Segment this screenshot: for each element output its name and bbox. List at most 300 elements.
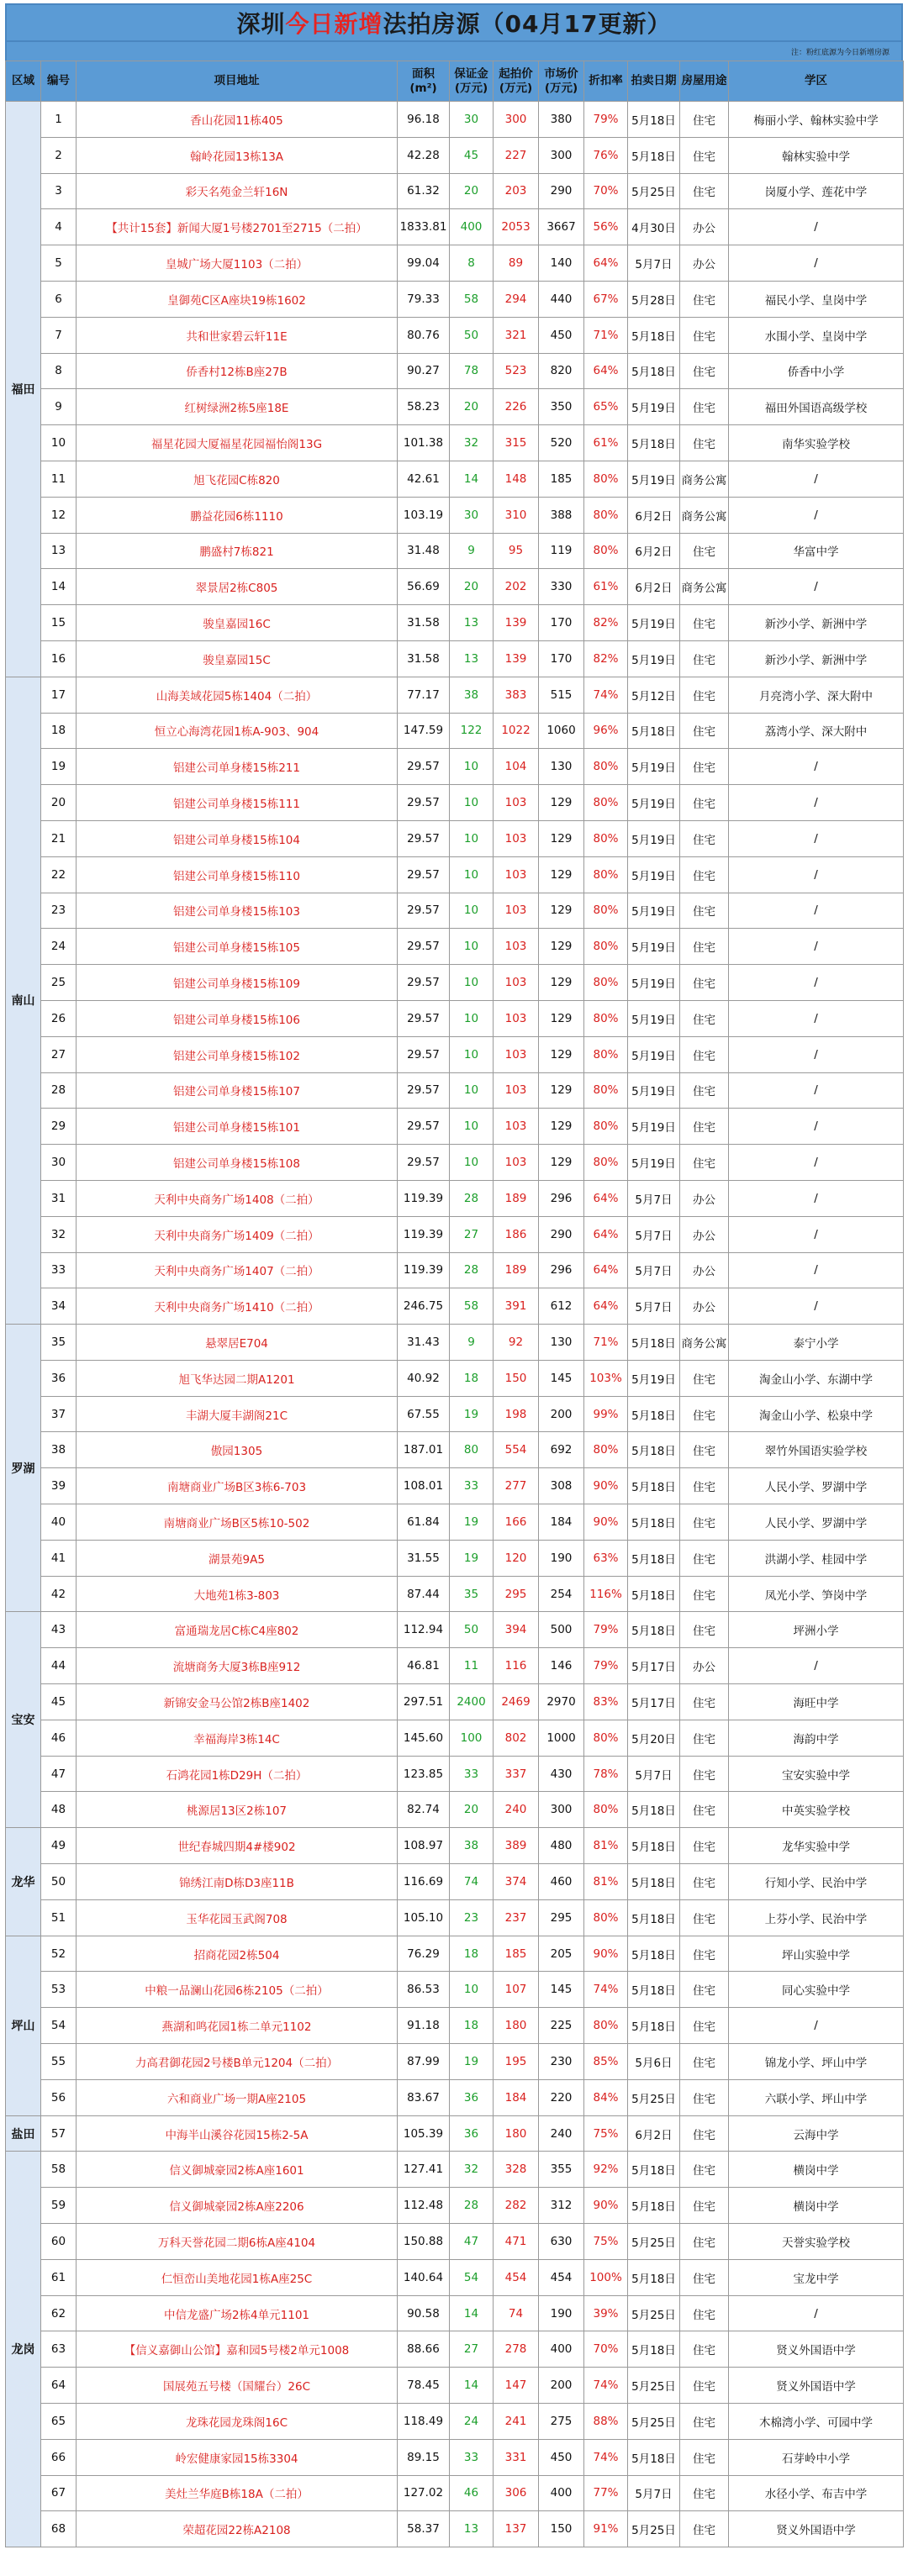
deposit-value: 38 xyxy=(450,677,494,713)
auction-date: 5月18日 xyxy=(628,1540,680,1576)
property-usage: 住宅 xyxy=(680,965,729,1001)
table-row[interactable] xyxy=(6,2475,904,2511)
table-row[interactable] xyxy=(6,713,904,749)
market-price-value: 220 xyxy=(539,2079,584,2115)
row-number: 14 xyxy=(41,569,77,605)
property-address[interactable]: 中信龙盛广场2栋4单元1101 xyxy=(77,2295,398,2331)
area-value: 29.57 xyxy=(398,1145,450,1181)
property-address[interactable]: 信义御城豪园2栋A座2206 xyxy=(77,2188,398,2224)
table-row[interactable] xyxy=(6,1109,904,1145)
property-address[interactable]: 天利中央商务广场1409（二拍） xyxy=(77,1216,398,1252)
deposit-value: 100 xyxy=(450,1720,494,1756)
area-value: 91.18 xyxy=(398,2008,450,2044)
property-address[interactable]: 信义御城豪园2栋A座1601 xyxy=(77,2152,398,2188)
table-row[interactable] xyxy=(6,1756,904,1792)
property-usage: 住宅 xyxy=(680,2008,729,2044)
property-address[interactable]: 中粮一品澜山花园6栋2105（二拍） xyxy=(77,1972,398,2008)
property-address[interactable]: 福星花园大厦福星花园福怡阁13G xyxy=(77,425,398,461)
table-row[interactable] xyxy=(6,2331,904,2368)
row-number: 48 xyxy=(41,1792,77,1828)
table-row[interactable] xyxy=(6,1180,904,1216)
market-price-value: 296 xyxy=(539,1252,584,1288)
property-address[interactable]: 铝建公司单身楼15栋102 xyxy=(77,1036,398,1072)
property-address[interactable]: 天利中央商务广场1407（二拍） xyxy=(77,1252,398,1288)
discount-rate: 90% xyxy=(584,1504,628,1541)
property-address[interactable]: 铝建公司单身楼15栋107 xyxy=(77,1072,398,1109)
table-row[interactable] xyxy=(6,173,904,209)
property-address[interactable]: 桃源居13区2栋107 xyxy=(77,1792,398,1828)
school-district: 梅丽小学、翰林实验中学 xyxy=(729,102,904,138)
school-district: / xyxy=(729,1216,904,1252)
property-address[interactable]: 【信义嘉御山公馆】嘉和园5号楼2单元1008 xyxy=(77,2331,398,2368)
table-row[interactable] xyxy=(6,1504,904,1541)
property-address[interactable]: 荣超花园22栋A2108 xyxy=(77,2511,398,2547)
property-address[interactable]: 【共计15套】新闻大厦1号楼2701至2715（二拍） xyxy=(77,209,398,245)
property-address[interactable]: 侨香村12栋B座27B xyxy=(77,353,398,389)
table-row[interactable] xyxy=(6,1145,904,1181)
discount-rate: 99% xyxy=(584,1396,628,1432)
area-value: 87.44 xyxy=(398,1576,450,1612)
table-row[interactable] xyxy=(6,1792,904,1828)
auction-date: 5月7日 xyxy=(628,1288,680,1325)
auction-date: 5月18日 xyxy=(628,2259,680,2295)
property-usage: 商务公寓 xyxy=(680,1325,729,1361)
auction-date: 5月19日 xyxy=(628,1145,680,1181)
discount-rate: 80% xyxy=(584,1432,628,1468)
start-price-value: 315 xyxy=(494,425,539,461)
property-address[interactable]: 铝建公司单身楼15栋211 xyxy=(77,749,398,785)
property-address[interactable]: 翰岭花园13栋13A xyxy=(77,137,398,173)
school-district: / xyxy=(729,1109,904,1145)
market-price-value: 130 xyxy=(539,1325,584,1361)
discount-rate: 116% xyxy=(584,1576,628,1612)
area-value: 31.55 xyxy=(398,1540,450,1576)
property-address[interactable]: 力高君御花园2号楼B单元1204（二拍） xyxy=(77,2044,398,2080)
start-price-value: 95 xyxy=(494,533,539,569)
table-row[interactable] xyxy=(6,209,904,245)
market-price-value: 200 xyxy=(539,2368,584,2404)
table-row[interactable] xyxy=(6,137,904,173)
table-row[interactable] xyxy=(6,2008,904,2044)
property-address[interactable]: 招商花园2栋504 xyxy=(77,1936,398,1972)
auction-date: 5月18日 xyxy=(628,713,680,749)
discount-rate: 82% xyxy=(584,605,628,641)
property-address[interactable]: 铝建公司单身楼15栋103 xyxy=(77,893,398,929)
discount-rate: 74% xyxy=(584,2368,628,2404)
school-district: 南华实验学校 xyxy=(729,425,904,461)
deposit-value: 10 xyxy=(450,1036,494,1072)
row-number: 50 xyxy=(41,1864,77,1900)
property-address[interactable]: 国展苑五号楼（国耀台）26C xyxy=(77,2368,398,2404)
property-address[interactable]: 旭飞华达园二期A1201 xyxy=(77,1360,398,1396)
property-usage: 住宅 xyxy=(680,1972,729,2008)
market-price-value: 230 xyxy=(539,2044,584,2080)
header-label: 房屋用途 xyxy=(681,74,727,88)
property-address[interactable]: 美灶兰华庭B栋18A（二拍） xyxy=(77,2475,398,2511)
table-row[interactable] xyxy=(6,1936,904,1972)
property-usage: 住宅 xyxy=(680,1540,729,1576)
table-row[interactable] xyxy=(6,245,904,282)
deposit-value: 18 xyxy=(450,1936,494,1972)
start-price-value: 180 xyxy=(494,2115,539,2152)
property-address[interactable]: 悬翠居E704 xyxy=(77,1325,398,1361)
property-address[interactable]: 铝建公司单身楼15栋110 xyxy=(77,856,398,893)
area-value: 90.58 xyxy=(398,2295,450,2331)
property-usage: 办公 xyxy=(680,1216,729,1252)
school-district: / xyxy=(729,1180,904,1216)
start-price-value: 147 xyxy=(494,2368,539,2404)
deposit-value: 47 xyxy=(450,2224,494,2260)
school-district: / xyxy=(729,749,904,785)
area-value: 297.51 xyxy=(398,1684,450,1720)
area-value: 31.43 xyxy=(398,1325,450,1361)
property-address[interactable]: 铝建公司单身楼15栋108 xyxy=(77,1145,398,1181)
property-address[interactable]: 骏皇嘉园15C xyxy=(77,640,398,677)
property-address[interactable]: 天利中央商务广场1410（二拍） xyxy=(77,1288,398,1325)
property-address[interactable]: 富通瑞龙居C栋C4座802 xyxy=(77,1612,398,1648)
auction-date: 5月19日 xyxy=(628,640,680,677)
table-row[interactable] xyxy=(6,1972,904,2008)
property-address[interactable]: 大地苑1栋3-803 xyxy=(77,1576,398,1612)
start-price-value: 195 xyxy=(494,2044,539,2080)
area-value: 119.39 xyxy=(398,1252,450,1288)
market-price-value: 129 xyxy=(539,1072,584,1109)
discount-rate: 67% xyxy=(584,281,628,317)
market-price-value: 515 xyxy=(539,677,584,713)
table-row[interactable] xyxy=(6,1036,904,1072)
start-price-value: 139 xyxy=(494,605,539,641)
property-address[interactable]: 仁恒峦山美地花园1栋A座25C xyxy=(77,2259,398,2295)
deposit-value: 46 xyxy=(450,2475,494,2511)
row-number: 43 xyxy=(41,1612,77,1648)
auction-date: 5月7日 xyxy=(628,245,680,282)
school-district: / xyxy=(729,1036,904,1072)
table-row[interactable] xyxy=(6,1720,904,1756)
row-number: 64 xyxy=(41,2368,77,2404)
table-row[interactable] xyxy=(6,2295,904,2331)
property-address[interactable]: 万科天誉花园二期6栋A座4104 xyxy=(77,2224,398,2260)
area-value: 29.57 xyxy=(398,929,450,965)
school-district: 石芽岭中小学 xyxy=(729,2439,904,2475)
row-number: 34 xyxy=(41,1288,77,1325)
school-district: 贤义外国语中学 xyxy=(729,2368,904,2404)
col-header-region xyxy=(6,61,41,102)
school-district: 同心实验中学 xyxy=(729,1972,904,2008)
discount-rate: 103% xyxy=(584,1360,628,1396)
region-cell: 龙华 xyxy=(6,1828,41,1936)
property-address[interactable]: 鹏盛村7栋821 xyxy=(77,533,398,569)
table-row[interactable] xyxy=(6,2511,904,2547)
deposit-value: 28 xyxy=(450,1180,494,1216)
col-header-usage xyxy=(680,61,729,102)
property-address[interactable]: 燕湖和鸣花园1栋二单元1102 xyxy=(77,2008,398,2044)
property-usage: 住宅 xyxy=(680,102,729,138)
row-number: 62 xyxy=(41,2295,77,2331)
discount-rate: 61% xyxy=(584,569,628,605)
market-price-value: 129 xyxy=(539,965,584,1001)
property-address[interactable]: 锦绣江南D栋D3座11B xyxy=(77,1864,398,1900)
property-address[interactable]: 中海半山溪谷花园15栋2-5A xyxy=(77,2115,398,2152)
header-label: 学区 xyxy=(805,74,827,88)
start-price-value: 92 xyxy=(494,1325,539,1361)
table-row[interactable] xyxy=(6,929,904,965)
row-number: 7 xyxy=(41,317,77,353)
property-usage: 办公 xyxy=(680,1648,729,1684)
property-address[interactable]: 皇城广场大厦1103（二拍） xyxy=(77,245,398,282)
header-label: (万元) xyxy=(499,81,533,95)
area-value: 82.74 xyxy=(398,1792,450,1828)
property-usage: 住宅 xyxy=(680,353,729,389)
note-bar xyxy=(5,42,903,61)
property-address[interactable]: 红树绿洲2栋5座18E xyxy=(77,389,398,425)
deposit-value: 400 xyxy=(450,209,494,245)
area-value: 108.01 xyxy=(398,1468,450,1504)
table-row[interactable] xyxy=(6,2188,904,2224)
auction-date: 6月2日 xyxy=(628,2115,680,2152)
school-district: / xyxy=(729,1252,904,1288)
discount-rate: 71% xyxy=(584,317,628,353)
school-district: / xyxy=(729,820,904,856)
col-header-discount xyxy=(584,61,628,102)
property-address[interactable]: 铝建公司单身楼15栋101 xyxy=(77,1109,398,1145)
market-price-value: 290 xyxy=(539,173,584,209)
school-district: 云海中学 xyxy=(729,2115,904,2152)
deposit-value: 20 xyxy=(450,1792,494,1828)
table-row[interactable] xyxy=(6,533,904,569)
table-row[interactable] xyxy=(6,1864,904,1900)
discount-rate: 79% xyxy=(584,1648,628,1684)
area-value: 29.57 xyxy=(398,856,450,893)
deposit-value: 38 xyxy=(450,1828,494,1864)
market-price-value: 295 xyxy=(539,1899,584,1936)
market-price-value: 460 xyxy=(539,1864,584,1900)
property-address[interactable]: 南塘商业广场B区3栋6-703 xyxy=(77,1468,398,1504)
property-address[interactable]: 南塘商业广场B区5栋10-502 xyxy=(77,1504,398,1541)
discount-rate: 80% xyxy=(584,1000,628,1036)
property-usage: 住宅 xyxy=(680,2475,729,2511)
table-row[interactable] xyxy=(6,389,904,425)
school-district: / xyxy=(729,856,904,893)
property-address[interactable]: 彩天名苑金兰轩16N xyxy=(77,173,398,209)
table-row[interactable] xyxy=(6,1612,904,1648)
discount-rate: 80% xyxy=(584,893,628,929)
table-row[interactable] xyxy=(6,1684,904,1720)
start-price-value: 103 xyxy=(494,1072,539,1109)
auction-date: 5月18日 xyxy=(628,425,680,461)
auction-date: 5月7日 xyxy=(628,1252,680,1288)
auction-date: 5月19日 xyxy=(628,965,680,1001)
table-row[interactable] xyxy=(6,1648,904,1684)
property-address[interactable]: 湖景苑9A5 xyxy=(77,1540,398,1576)
header-label: (m²) xyxy=(409,81,437,95)
discount-rate: 85% xyxy=(584,2044,628,2080)
property-address[interactable]: 皇御苑C区A座块19栋1602 xyxy=(77,281,398,317)
property-address[interactable]: 共和世家碧云轩11E xyxy=(77,317,398,353)
table-row[interactable] xyxy=(6,1468,904,1504)
row-number: 40 xyxy=(41,1504,77,1541)
table-row[interactable] xyxy=(6,785,904,821)
discount-rate: 80% xyxy=(584,785,628,821)
area-value: 29.57 xyxy=(398,1036,450,1072)
auction-date: 5月25日 xyxy=(628,2224,680,2260)
property-address[interactable]: 旭飞花园C栋820 xyxy=(77,461,398,497)
discount-rate: 80% xyxy=(584,533,628,569)
start-price-value: 148 xyxy=(494,461,539,497)
auction-date: 5月19日 xyxy=(628,1109,680,1145)
discount-rate: 100% xyxy=(584,2259,628,2295)
start-price-value: 2053 xyxy=(494,209,539,245)
property-address[interactable]: 丰湖大厦丰湖阁21C xyxy=(77,1396,398,1432)
row-number: 57 xyxy=(41,2115,77,2152)
school-district: 淘金山小学、松泉中学 xyxy=(729,1396,904,1432)
property-address[interactable]: 铝建公司单身楼15栋111 xyxy=(77,785,398,821)
header-label: 项目地址 xyxy=(214,74,260,88)
table-row[interactable] xyxy=(6,1899,904,1936)
auction-date: 5月12日 xyxy=(628,677,680,713)
market-price-value: 240 xyxy=(539,2115,584,2152)
header-label: 区域 xyxy=(12,74,34,88)
table-row[interactable] xyxy=(6,1432,904,1468)
table-row[interactable] xyxy=(6,820,904,856)
row-number: 1 xyxy=(41,102,77,138)
property-address[interactable]: 流塘商务大厦3栋B座912 xyxy=(77,1648,398,1684)
property-address[interactable]: 天利中央商务广场1408（二拍） xyxy=(77,1180,398,1216)
table-row[interactable] xyxy=(6,2259,904,2295)
table-row[interactable] xyxy=(6,677,904,713)
property-usage: 办公 xyxy=(680,1180,729,1216)
property-address[interactable]: 新锦安金马公馆2栋B座1402 xyxy=(77,1684,398,1720)
property-address[interactable]: 鹏益花园6栋1110 xyxy=(77,497,398,533)
property-usage: 住宅 xyxy=(680,785,729,821)
market-price-value: 130 xyxy=(539,749,584,785)
table-row[interactable] xyxy=(6,1360,904,1396)
table-row[interactable] xyxy=(6,856,904,893)
table-row[interactable] xyxy=(6,1216,904,1252)
table-row[interactable] xyxy=(6,461,904,497)
deposit-value: 27 xyxy=(450,1216,494,1252)
table-row[interactable] xyxy=(6,353,904,389)
table-row[interactable] xyxy=(6,497,904,533)
property-address[interactable]: 世纪春城四期4#楼902 xyxy=(77,1828,398,1864)
table-row[interactable] xyxy=(6,965,904,1001)
school-district: / xyxy=(729,2295,904,2331)
table-row[interactable] xyxy=(6,605,904,641)
market-price-value: 185 xyxy=(539,461,584,497)
row-number: 3 xyxy=(41,173,77,209)
deposit-value: 58 xyxy=(450,281,494,317)
table-row[interactable] xyxy=(6,2044,904,2080)
table-row[interactable] xyxy=(6,2404,904,2440)
discount-rate: 70% xyxy=(584,2331,628,2368)
start-price-value: 186 xyxy=(494,1216,539,1252)
auction-date: 5月18日 xyxy=(628,1576,680,1612)
table-row[interactable] xyxy=(6,569,904,605)
auction-date: 5月19日 xyxy=(628,1072,680,1109)
table-row[interactable] xyxy=(6,317,904,353)
table-row[interactable] xyxy=(6,1252,904,1288)
table-row[interactable] xyxy=(6,1540,904,1576)
property-usage: 商务公寓 xyxy=(680,569,729,605)
table-row[interactable] xyxy=(6,1576,904,1612)
deposit-value: 27 xyxy=(450,2331,494,2368)
market-price-value: 290 xyxy=(539,1216,584,1252)
start-price-value: 282 xyxy=(494,2188,539,2224)
property-address[interactable]: 铝建公司单身楼15栋105 xyxy=(77,929,398,965)
property-address[interactable]: 石鸿花园1栋D29H（二拍） xyxy=(77,1756,398,1792)
auction-date: 5月19日 xyxy=(628,1000,680,1036)
table-row[interactable] xyxy=(6,425,904,461)
table-row[interactable] xyxy=(6,2115,904,2152)
start-price-value: 184 xyxy=(494,2079,539,2115)
table-row[interactable] xyxy=(6,2224,904,2260)
table-row[interactable] xyxy=(6,640,904,677)
property-address[interactable]: 玉华花园玉武阁708 xyxy=(77,1899,398,1936)
deposit-value: 10 xyxy=(450,1972,494,2008)
table-row[interactable] xyxy=(6,2079,904,2115)
property-address[interactable]: 六和商业广场一期A座2105 xyxy=(77,2079,398,2115)
auction-date: 4月30日 xyxy=(628,209,680,245)
table-row[interactable] xyxy=(6,2368,904,2404)
start-price-value: 278 xyxy=(494,2331,539,2368)
discount-rate: 39% xyxy=(584,2295,628,2331)
table-row[interactable] xyxy=(6,2439,904,2475)
table-row[interactable] xyxy=(6,1396,904,1432)
school-district: 水径小学、布吉中学 xyxy=(729,2475,904,2511)
property-address[interactable]: 翠景居2栋C805 xyxy=(77,569,398,605)
property-address[interactable]: 铝建公司单身楼15栋109 xyxy=(77,965,398,1001)
start-price-value: 120 xyxy=(494,1540,539,1576)
property-address[interactable]: 龙珠花园龙珠阁16C xyxy=(77,2404,398,2440)
deposit-value: 35 xyxy=(450,1576,494,1612)
start-price-value: 103 xyxy=(494,893,539,929)
property-address[interactable]: 山海美域花园5栋1404（二拍） xyxy=(77,677,398,713)
table-row[interactable] xyxy=(6,1000,904,1036)
table-row[interactable] xyxy=(6,1828,904,1864)
start-price-value: 2469 xyxy=(494,1684,539,1720)
table-row[interactable] xyxy=(6,893,904,929)
row-number: 47 xyxy=(41,1756,77,1792)
start-price-value: 74 xyxy=(494,2295,539,2331)
property-address[interactable]: 幸福海岸3栋14C xyxy=(77,1720,398,1756)
property-address[interactable]: 香山花园11栋405 xyxy=(77,102,398,138)
table-row[interactable] xyxy=(6,2152,904,2188)
property-address[interactable]: 岭宏健康家园15栋3304 xyxy=(77,2439,398,2475)
property-address[interactable]: 铝建公司单身楼15栋106 xyxy=(77,1000,398,1036)
property-address[interactable]: 恒立心海湾花园1栋A-903、904 xyxy=(77,713,398,749)
property-address[interactable]: 铝建公司单身楼15栋104 xyxy=(77,820,398,856)
table-row[interactable] xyxy=(6,749,904,785)
property-address[interactable]: 傲园1305 xyxy=(77,1432,398,1468)
table-row[interactable] xyxy=(6,281,904,317)
table-row[interactable] xyxy=(6,1072,904,1109)
start-price-value: 107 xyxy=(494,1972,539,2008)
deposit-value: 10 xyxy=(450,1072,494,1109)
row-number: 31 xyxy=(41,1180,77,1216)
table-row[interactable] xyxy=(6,102,904,138)
auction-date: 6月2日 xyxy=(628,569,680,605)
property-address[interactable]: 骏皇嘉园16C xyxy=(77,605,398,641)
table-row[interactable] xyxy=(6,1325,904,1361)
area-value: 103.19 xyxy=(398,497,450,533)
table-row[interactable] xyxy=(6,1288,904,1325)
area-value: 150.88 xyxy=(398,2224,450,2260)
market-price-value: 312 xyxy=(539,2188,584,2224)
property-usage: 住宅 xyxy=(680,1109,729,1145)
row-number: 9 xyxy=(41,389,77,425)
row-number: 61 xyxy=(41,2259,77,2295)
property-usage: 住宅 xyxy=(680,281,729,317)
area-value: 112.94 xyxy=(398,1612,450,1648)
